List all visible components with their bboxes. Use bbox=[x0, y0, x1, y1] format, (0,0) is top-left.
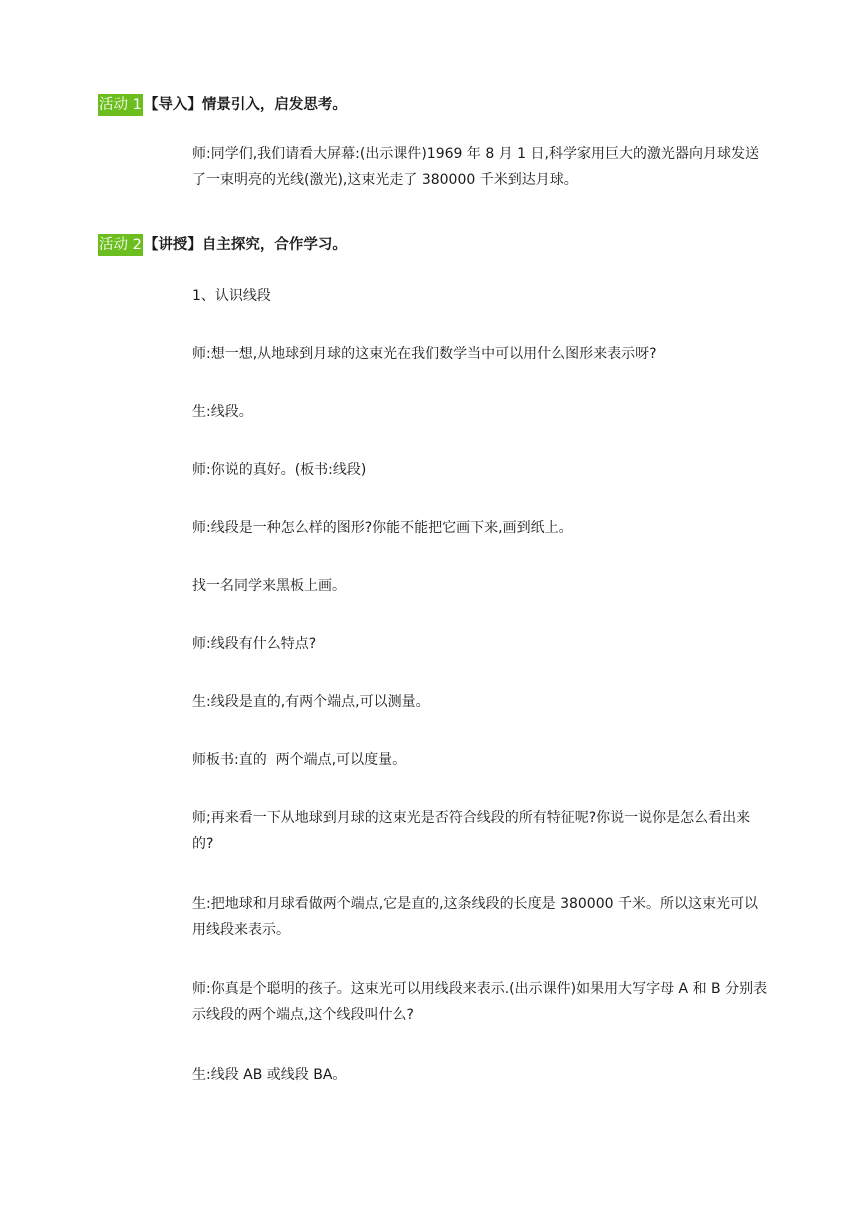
dialogue-line: 生:把地球和月球看做两个端点,它是直的,这条线段的长度是 380000 千米。所以这束光可以用线段来表示。 bbox=[192, 896, 758, 938]
dialogue-line: 师:线段是一种怎么样的图形?你能不能把它画下来,画到纸上。 bbox=[192, 520, 573, 536]
dialogue-line: 生:线段是直的,有两个端点,可以测量。 bbox=[192, 694, 430, 710]
dialogue-line: 生:线段。 bbox=[192, 404, 253, 420]
dialogue-line: 生:线段 AB 或线段 BA。 bbox=[192, 1067, 347, 1083]
section-title-1: 【导入】情景引入，启发思考。 bbox=[143, 97, 347, 113]
dialogue-line: 找一名同学来黑板上画。 bbox=[192, 578, 346, 594]
paragraph-intro: 师:同学们,我们请看大屏幕:(出示课件)1969 年 8 月 1 日,科学家用巨大的激光器向月球发送了一束明亮的光线(激光),这束光走了 380000 千米到达月球。 bbox=[192, 146, 759, 188]
dialogue-line: 师板书:直的 两个端点,可以度量。 bbox=[192, 752, 407, 768]
activity-tag-1: 活动 1 bbox=[98, 94, 143, 116]
section-heading-1 bbox=[98, 94, 347, 116]
dialogue-line: 师:你真是个聪明的孩子。这束光可以用线段来表示.(出示课件)如果用大写字母 A 和 B 分别表示线段的两个端点,这个线段叫什么? bbox=[192, 981, 768, 1023]
dialogue-line: 师;再来看一下从地球到月球的这束光是否符合线段的所有特征呢?你说一说你是怎么看出来的? bbox=[192, 810, 751, 852]
section-title-2: 【讲授】自主探究，合作学习。 bbox=[143, 237, 347, 253]
dialogue-line: 师:你说的真好。(板书:线段) bbox=[192, 462, 367, 478]
subheading-line-segment: 1、认识线段 bbox=[192, 288, 271, 304]
activity-tag-2: 活动 2 bbox=[98, 234, 143, 256]
section-heading-2 bbox=[98, 234, 347, 256]
dialogue-line: 师:线段有什么特点? bbox=[192, 636, 317, 652]
dialogue-line: 师:想一想,从地球到月球的这束光在我们数学当中可以用什么图形来表示呀? bbox=[192, 346, 657, 362]
